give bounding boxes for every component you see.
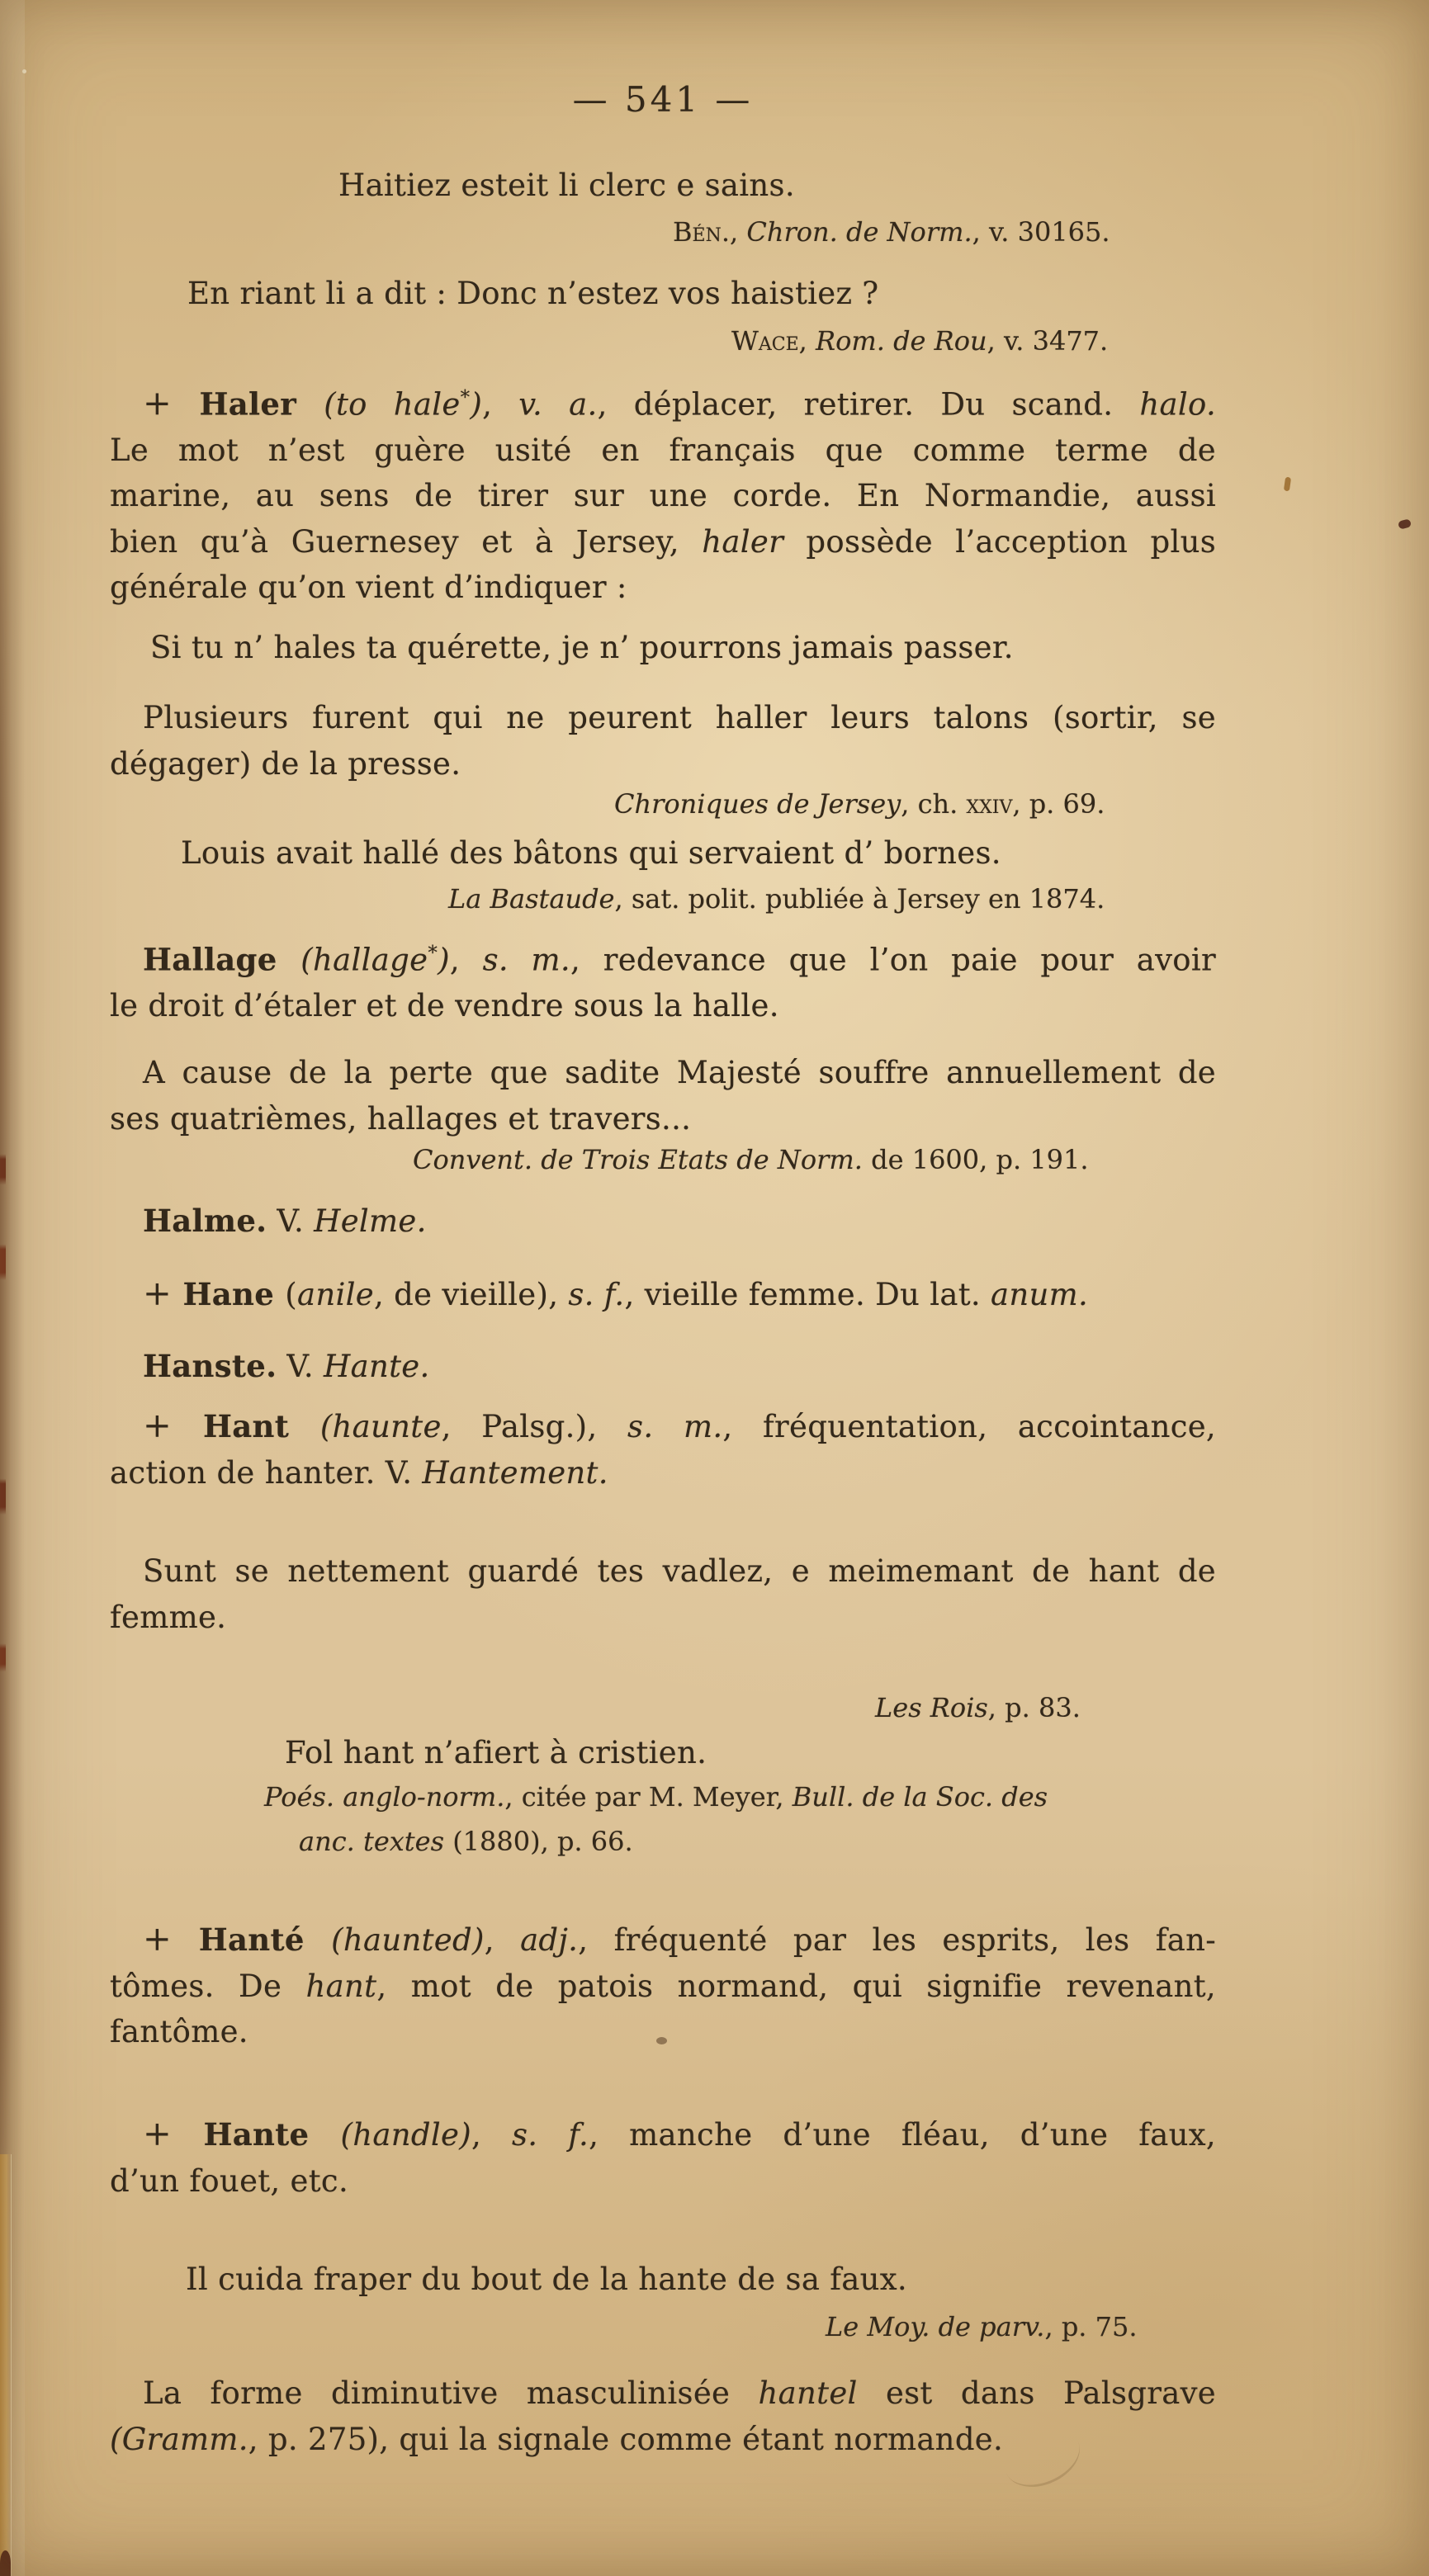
- text-segment: (1880), p. 66.: [444, 1826, 633, 1857]
- text-segment: , p. 275), qui la signale comme étant normande.: [248, 2421, 1004, 2457]
- text-segment: anum.: [991, 1277, 1089, 1312]
- entry-hallage-line-1: [110, 931, 1216, 983]
- entry-hante-handle: [110, 2111, 1216, 2204]
- entry-hallage-line-2: [110, 983, 1216, 1029]
- text-segment: Les Rois: [875, 1692, 988, 1723]
- paper-speck: [1284, 477, 1291, 492]
- entry-haler-line-3: [110, 473, 1216, 519]
- quote-en-riant: [187, 276, 878, 311]
- text-segment: est dans Palsgrave: [857, 2375, 1216, 2411]
- text-segment: , v. 3477.: [987, 325, 1109, 357]
- text-segment: d’un fouet, etc.: [110, 2162, 349, 2199]
- entry-hallage: [110, 931, 1216, 1028]
- text-segment: Sunt se nettement guardé tes vadlez, e meimemant de hant de: [143, 1553, 1216, 1589]
- text-segment: , fréquenté par les esprits, les fan-: [578, 1922, 1217, 1958]
- entry-hanste-line-1: [110, 1344, 1216, 1390]
- quote-haitiez-line-1: [338, 168, 795, 203]
- citation-chroniques: [614, 788, 1105, 820]
- entry-hant: [110, 1403, 1216, 1496]
- text-segment: Chroniques de Jersey: [614, 788, 901, 820]
- text-segment: +: [143, 1406, 203, 1445]
- text-segment: (haunted): [331, 1922, 485, 1958]
- citation-ben: [673, 216, 1110, 248]
- text-segment: ,: [484, 1922, 521, 1958]
- text-segment: Louis avait hallé des bâtons qui servaient d’ bornes.: [181, 835, 1001, 871]
- quote-si-tu: [150, 630, 1014, 665]
- text-segment: hantel: [758, 2375, 858, 2411]
- text-segment: xxiv: [966, 788, 1013, 820]
- text-segment: Le Moy. de parv.: [826, 2311, 1045, 2342]
- text-segment: Rom. de Rou: [816, 325, 987, 357]
- text-segment: s. f.: [512, 2117, 589, 2153]
- entry-halme-line-1: [110, 1198, 1216, 1245]
- citation-les-rois-line-1: [875, 1692, 1081, 1723]
- quote-en-riant-line-1: [187, 276, 878, 311]
- text-segment: s. f.: [568, 1277, 625, 1312]
- text-segment: haler: [702, 523, 784, 560]
- citation-ben-line-1: [673, 216, 1110, 248]
- quote-plusieurs-line-1: [110, 695, 1216, 741]
- text-segment: , p. 69.: [1012, 788, 1105, 820]
- entry-hant-line-1: [110, 1403, 1216, 1450]
- text-segment: En riant li a dit : Donc n’estez vos haistiez ?: [187, 276, 879, 311]
- text-segment: +: [143, 1274, 183, 1313]
- entry-hante-handle-line-1: [110, 2111, 1216, 2158]
- text-segment: bien qu’à Guernesey et à Jersey,: [110, 523, 703, 560]
- text-segment: Hallage: [143, 941, 301, 978]
- text-segment: , manche d’une fléau, d’une faux,: [589, 2117, 1216, 2153]
- entry-hante-adj-line-1: [110, 1917, 1216, 1964]
- quote-sunt-line-1: [110, 1548, 1216, 1595]
- text-segment: Poés. anglo-norm.: [264, 1781, 505, 1813]
- entry-hante-adj-line-2: [110, 1964, 1216, 2010]
- text-segment: , mot de patois normand, qui signifie revenant,: [376, 1968, 1216, 2004]
- text-segment: Hante.: [324, 1349, 430, 1384]
- entry-haler-line-2: [110, 428, 1216, 474]
- text-segment: Le mot n’est guère usité en français que comme terme de: [110, 432, 1216, 468]
- paper-speck: [1398, 518, 1412, 529]
- text-segment: Hane: [182, 1276, 286, 1312]
- text-segment: , citée par M. Meyer,: [504, 1781, 793, 1813]
- entry-haler-line-1: [110, 376, 1216, 428]
- corner-stain: [0, 2550, 11, 2576]
- text-segment: , v. 30165.: [972, 216, 1110, 248]
- entry-haler: [110, 376, 1216, 611]
- under-page-edge: [0, 2154, 11, 2576]
- quote-louis: [181, 835, 1001, 871]
- text-segment: Hanste.: [143, 1348, 277, 1384]
- text-segment: s. m.: [482, 942, 570, 978]
- text-segment: ): [438, 942, 450, 978]
- text-segment: La forme diminutive masculinisée: [143, 2375, 759, 2411]
- text-segment: , vieille femme. Du lat.: [624, 1277, 991, 1312]
- quote-il-cuida: [186, 2262, 907, 2297]
- text-segment: s. m.: [627, 1409, 723, 1444]
- text-segment: +: [143, 1919, 199, 1959]
- quote-il-cuida-line-1: [186, 2262, 907, 2297]
- text-segment: dégager) de la presse.: [110, 745, 461, 782]
- text-segment: générale qu’on vient d’indiquer :: [110, 570, 627, 606]
- text-segment: marine, au sens de tirer sur une corde. En Normandie, aussi: [110, 478, 1216, 514]
- text-segment: v. a.: [518, 386, 598, 423]
- entry-haler-line-5: [110, 565, 1216, 611]
- text-segment: Haler: [199, 385, 324, 423]
- text-segment: , sat. polit. publiée à Jersey en 1874.: [614, 883, 1105, 915]
- quote-a-cause: [110, 1050, 1216, 1141]
- entry-hant-line-2: [110, 1450, 1216, 1496]
- text-segment: , Palsg.),: [441, 1409, 628, 1444]
- text-segment: femme.: [110, 1599, 227, 1635]
- text-segment: Hante: [203, 2116, 341, 2153]
- text-segment: , redevance que l’on paie pour avoir: [570, 942, 1216, 978]
- text-segment: ,: [471, 2117, 513, 2153]
- citation-wace: [731, 325, 1108, 357]
- page-number: — 541 —: [572, 79, 754, 120]
- text-segment: [807, 325, 816, 357]
- text-segment: V.: [277, 1349, 324, 1384]
- text-segment: (: [285, 1277, 298, 1312]
- text-segment: de 1600, p. 191.: [862, 1144, 1089, 1175]
- entry-hane-line-1: [110, 1271, 1216, 1318]
- entry-halme: [110, 1198, 1216, 1245]
- text-segment: Convent. de Trois Etats de Norm.: [413, 1144, 863, 1175]
- text-segment: Il cuida fraper du bout de la hante de sa faux.: [186, 2262, 907, 2297]
- text-segment: ,: [482, 386, 519, 423]
- text-segment: *: [460, 387, 471, 409]
- para-la-forme-line-1: [110, 2370, 1216, 2417]
- text-segment: Wace,: [731, 325, 807, 357]
- text-segment: Halme.: [143, 1203, 267, 1239]
- quote-louis-line-1: [181, 835, 1001, 871]
- text-segment: Bull. de la Soc. des: [792, 1781, 1048, 1813]
- text-segment: (haunte: [319, 1409, 442, 1444]
- text-segment: +: [143, 383, 200, 423]
- entry-haler-line-4: [110, 519, 1216, 565]
- text-segment: (to hale: [324, 386, 461, 423]
- text-segment: Helme.: [314, 1203, 427, 1239]
- citation-bastaude-line-1: [448, 883, 1105, 915]
- text-segment: Hantement.: [422, 1454, 608, 1491]
- entry-hanste: [110, 1344, 1216, 1390]
- quote-si-tu-line-1: [150, 630, 1014, 665]
- quote-fol-hant: [285, 1735, 707, 1770]
- text-segment: Chron. de Norm.: [746, 216, 972, 248]
- text-segment: V.: [267, 1203, 315, 1239]
- citation-poesies-1: [264, 1781, 1048, 1813]
- quote-a-cause-line-2: [110, 1096, 1216, 1142]
- text-segment: , ch.: [901, 788, 967, 820]
- citation-poesies-2-line-1: [299, 1826, 633, 1857]
- text-segment: *: [428, 943, 438, 964]
- text-segment: , de vieille),: [373, 1277, 569, 1312]
- entry-hante-adj: [110, 1917, 1216, 2055]
- quote-sunt: [110, 1548, 1216, 1640]
- text-segment: Bén.,: [673, 216, 739, 248]
- citation-convent-line-1: [413, 1144, 1089, 1175]
- text-segment: +: [143, 2114, 204, 2153]
- text-segment: [738, 216, 746, 248]
- text-segment: tômes. De: [110, 1968, 306, 2004]
- quote-haitiez: [338, 168, 795, 203]
- text-segment: , fréquentation, accointance,: [722, 1409, 1216, 1444]
- text-segment: anc. textes: [299, 1826, 445, 1857]
- citation-le-moy-line-1: [826, 2311, 1138, 2342]
- text-segment: (Gramm.: [110, 2421, 248, 2457]
- text-segment: ,: [449, 942, 483, 978]
- para-la-forme-line-2: [110, 2417, 1216, 2463]
- citation-le-moy: [826, 2311, 1138, 2342]
- quote-plusieurs: [110, 695, 1216, 787]
- entry-hane: [110, 1271, 1216, 1318]
- quote-fol-hant-line-1: [285, 1735, 707, 1770]
- text-segment: Hanté: [198, 1921, 332, 1958]
- text-segment: , p. 75.: [1044, 2311, 1138, 2342]
- quote-a-cause-line-1: [110, 1050, 1216, 1096]
- text-segment: anile: [297, 1277, 374, 1312]
- citation-bastaude: [448, 883, 1105, 915]
- text-segment: hant: [305, 1968, 377, 2004]
- citation-les-rois: [875, 1692, 1081, 1723]
- quote-plusieurs-line-2: [110, 741, 1216, 787]
- citation-chroniques-line-1: [614, 788, 1105, 820]
- text-segment: Fol hant n’afiert à cristien.: [285, 1735, 707, 1770]
- para-la-forme: [110, 2370, 1216, 2462]
- text-segment: Haitiez esteit li clerc e sains.: [338, 168, 795, 203]
- text-segment: La Bastaude: [448, 883, 615, 915]
- citation-wace-line-1: [731, 325, 1108, 357]
- text-segment: Hant: [203, 1408, 320, 1444]
- entry-hante-adj-line-3: [110, 2009, 1216, 2055]
- text-segment: A cause de la perte que sadite Majesté souffre annuellement de: [143, 1055, 1216, 1090]
- paper-speck: [22, 69, 26, 73]
- text-segment: (hallage: [300, 942, 428, 978]
- text-segment: , p. 83.: [987, 1692, 1081, 1723]
- entry-hante-handle-line-2: [110, 2158, 1216, 2205]
- text-segment: Si tu n’ hales ta quérette, je n’ pourrons jamais passer.: [150, 630, 1014, 665]
- text-segment: halo.: [1139, 386, 1216, 423]
- text-segment: fantôme.: [110, 2014, 248, 2049]
- text-segment: ): [470, 386, 483, 423]
- text-segment: Plusieurs furent qui ne peurent haller leurs talons (sortir, se: [143, 700, 1216, 735]
- text-segment: adj.: [520, 1922, 579, 1958]
- citation-poesies-1-line-1: [264, 1781, 1048, 1813]
- quote-sunt-line-2: [110, 1595, 1216, 1641]
- text-segment: possède l’acception plus: [783, 523, 1217, 560]
- text-segment: ses quatrièmes, hallages et travers...: [110, 1100, 692, 1137]
- text-segment: le droit d’étaler et de vendre sous la halle.: [110, 987, 779, 1023]
- text-segment: (handle): [340, 2117, 471, 2153]
- text-segment: action de hanter. V.: [110, 1454, 423, 1491]
- citation-poesies-2: [299, 1826, 633, 1857]
- text-segment: , déplacer, retirer. Du scand.: [597, 386, 1140, 423]
- citation-convent: [413, 1144, 1089, 1175]
